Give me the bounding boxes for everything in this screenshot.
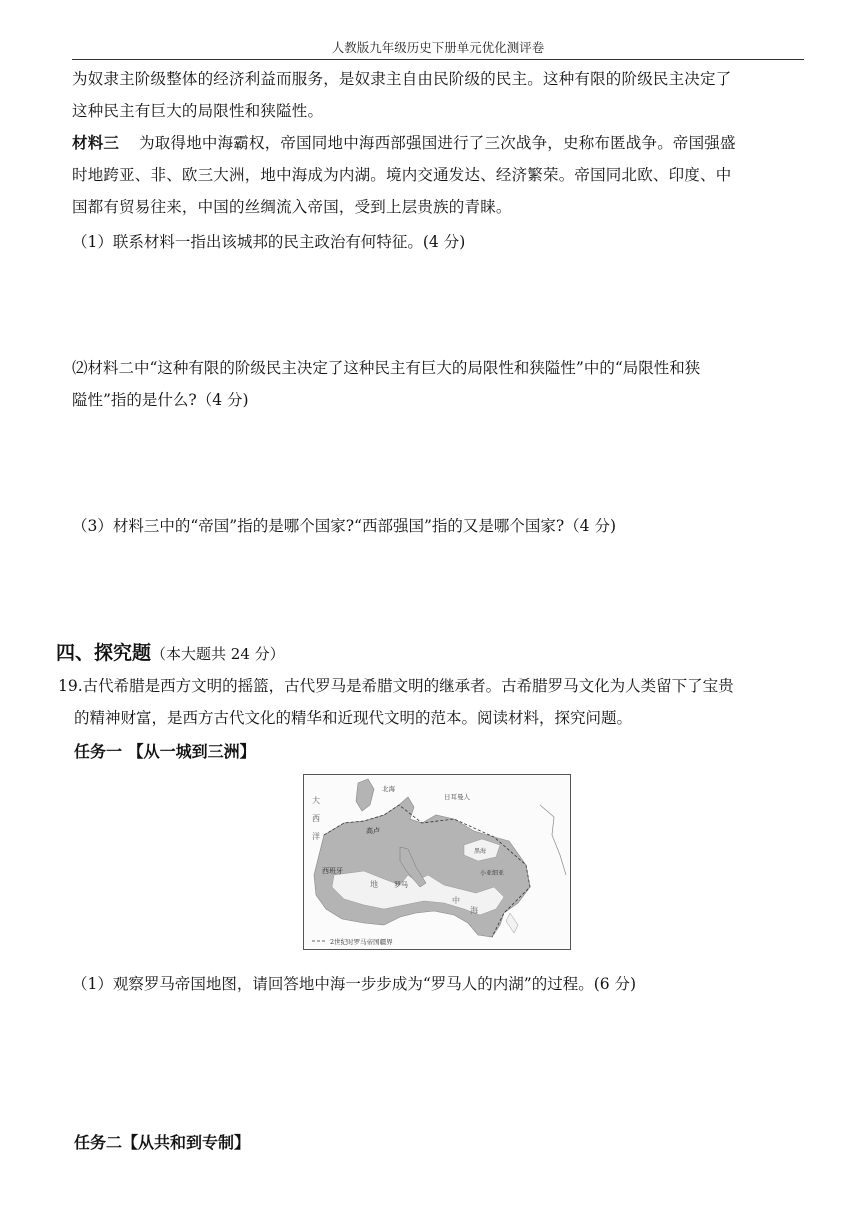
empire-territory bbox=[314, 797, 530, 937]
paragraph-line: 这种民主有巨大的局限性和狭隘性。 bbox=[72, 102, 324, 120]
red-sea-shape bbox=[506, 913, 518, 933]
material3-text: 为取得地中海霸权，帝国同地中海西部强国进行了三次战争，史称布匿战争。帝国强盛 bbox=[139, 134, 736, 152]
map-label: 西班牙 bbox=[322, 867, 343, 875]
map-label: 大 bbox=[312, 796, 320, 805]
paragraph-line: 19.古代希腊是西方文明的摇篮，古代罗马是希腊文明的继承者。古希腊罗马文化为人类留下了宝贵 bbox=[58, 677, 734, 695]
map-label: 北海 bbox=[382, 785, 395, 793]
paragraph-line: 国都有贸易往来，中国的丝绸流入帝国，受到上层贵族的青睐。 bbox=[72, 198, 512, 216]
roman-empire-map bbox=[303, 774, 571, 950]
paragraph-line bbox=[72, 127, 807, 159]
question-2 bbox=[72, 352, 807, 416]
task2-title: 任务二【从共和到专制】 bbox=[74, 1133, 251, 1152]
map-label: 小亚细亚 bbox=[480, 870, 505, 877]
paragraph-line: 时地跨亚、非、欧三大洲，地中海成为内湖。境内交通发达、经济繁荣。帝国同北欧、印度、中 bbox=[72, 166, 732, 184]
map-figure bbox=[304, 775, 570, 949]
page-header: 人教版九年级历史下册单元优化测评卷 bbox=[72, 38, 804, 60]
map-label: 中 bbox=[452, 896, 460, 905]
section-note: （本大题共 24 分） bbox=[151, 645, 285, 663]
task1-title: 任务一 【从一城到三洲】 bbox=[74, 742, 256, 761]
map-label: 西 bbox=[312, 814, 320, 823]
question-19-intro bbox=[58, 670, 810, 734]
map-label: 黑海 bbox=[474, 848, 487, 855]
map-label: 海 bbox=[470, 906, 478, 915]
question-line: 隘性”指的是什么?（4 分) bbox=[72, 391, 249, 409]
britain-shape bbox=[356, 779, 374, 811]
map-label: 洋 bbox=[312, 832, 320, 841]
material2-continuation bbox=[72, 63, 807, 127]
material3-paragraph bbox=[72, 127, 807, 223]
paragraph-line: 的精神财富，是西方古代文化的精华和近现代文明的范本。阅读材料，探究问题。 bbox=[74, 709, 633, 727]
task1-question-1: （1）观察罗马帝国地图，请回答地中海一步步成为“罗马人的内湖”的过程。(6 分) bbox=[72, 975, 637, 993]
map-legend: 2世纪时罗马帝国疆界 bbox=[330, 938, 393, 946]
map-label: 高卢 bbox=[366, 827, 380, 835]
material3-label: 材料三 bbox=[72, 134, 120, 152]
east-coastline bbox=[540, 805, 566, 875]
section-heading: 四、探究题 bbox=[56, 642, 152, 664]
map-label: 罗马 bbox=[394, 881, 408, 889]
map-label: 地 bbox=[370, 880, 378, 889]
paragraph-line: 为奴隶主阶级整体的经济利益而服务，是奴隶主自由民阶级的民主。这种有限的阶级民主决定了 bbox=[72, 70, 732, 88]
question-1: （1）联系材料一指出该城邦的民主政治有何特征。(4 分) bbox=[72, 233, 466, 251]
question-3: （3）材料三中的“帝国”指的是哪个国家?“西部强国”指的又是哪个国家?（4 分) bbox=[72, 517, 617, 535]
map-label: 日耳曼人 bbox=[444, 793, 470, 801]
section-title bbox=[56, 638, 285, 665]
question-line: ⑵材料二中“这种有限的阶级民主决定了这种民主有巨大的局限性和狭隘性”中的“局限性和狭 bbox=[72, 359, 701, 377]
